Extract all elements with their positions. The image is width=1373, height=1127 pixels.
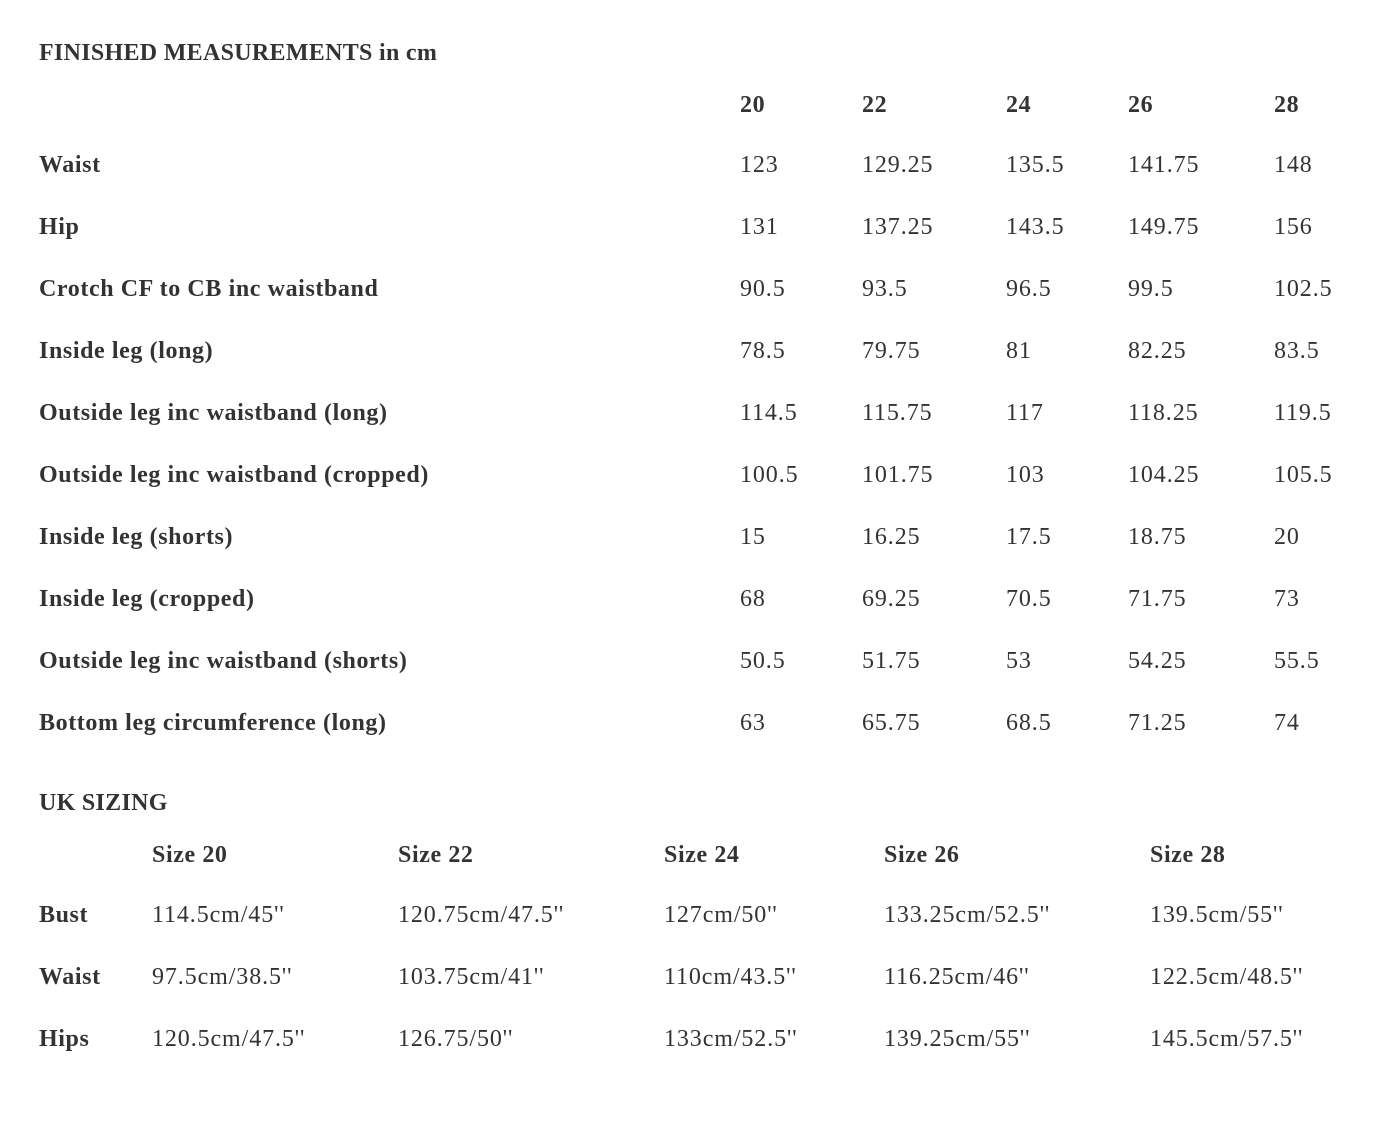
measurement-value: 50.5	[740, 648, 786, 674]
uk-size-header: Size 28	[1150, 842, 1226, 868]
measurement-value: 71.25	[1128, 710, 1187, 736]
measurement-value: 79.75	[862, 338, 921, 364]
measurement-value: 53	[1006, 648, 1032, 674]
row-label: Waist	[39, 964, 101, 990]
measurement-value: 118.25	[1128, 400, 1199, 426]
measurement-value: 120.5cm/47.5''	[152, 1026, 306, 1052]
measurement-value: 17.5	[1006, 524, 1052, 550]
measurement-value: 114.5cm/45''	[152, 902, 285, 928]
finished-size-header: 20	[740, 92, 766, 118]
measurement-value: 120.75cm/47.5''	[398, 902, 565, 928]
measurement-value: 18.75	[1128, 524, 1187, 550]
measurement-value: 71.75	[1128, 586, 1187, 612]
row-label: Hips	[39, 1026, 90, 1052]
row-label: Hip	[39, 214, 80, 240]
uk-size-header: Size 24	[664, 842, 740, 868]
measurement-value: 73	[1274, 586, 1300, 612]
measurement-value: 90.5	[740, 276, 786, 302]
measurement-value: 51.75	[862, 648, 921, 674]
measurement-value: 99.5	[1128, 276, 1174, 302]
measurement-value: 148	[1274, 152, 1313, 178]
measurement-value: 135.5	[1006, 152, 1065, 178]
measurement-value: 54.25	[1128, 648, 1187, 674]
measurement-value: 139.25cm/55''	[884, 1026, 1031, 1052]
measurement-value: 143.5	[1006, 214, 1065, 240]
measurement-value: 83.5	[1274, 338, 1320, 364]
measurement-value: 16.25	[862, 524, 921, 550]
measurement-value: 156	[1274, 214, 1313, 240]
measurement-value: 63	[740, 710, 766, 736]
row-label: Bust	[39, 902, 89, 928]
row-label: Inside leg (shorts)	[39, 524, 234, 550]
uk-size-header: Size 20	[152, 842, 228, 868]
measurement-value: 105.5	[1274, 462, 1333, 488]
uk-sizing-title: UK SIZING	[39, 790, 168, 816]
measurement-value: 115.75	[862, 400, 933, 426]
measurement-value: 68.5	[1006, 710, 1052, 736]
finished-size-header: 26	[1128, 92, 1154, 118]
measurement-value: 133.25cm/52.5''	[884, 902, 1051, 928]
row-label: Inside leg (cropped)	[39, 586, 255, 612]
row-label: Outside leg inc waistband (cropped)	[39, 462, 429, 488]
row-label: Outside leg inc waistband (shorts)	[39, 648, 408, 674]
measurement-value: 93.5	[862, 276, 908, 302]
measurement-value: 149.75	[1128, 214, 1200, 240]
measurement-value: 74	[1274, 710, 1300, 736]
measurement-value: 129.25	[862, 152, 934, 178]
measurement-value: 78.5	[740, 338, 786, 364]
row-label: Bottom leg circumference (long)	[39, 710, 387, 736]
measurement-value: 81	[1006, 338, 1032, 364]
measurement-value: 69.25	[862, 586, 921, 612]
row-label: Waist	[39, 152, 101, 178]
measurement-value: 127cm/50''	[664, 902, 778, 928]
measurement-value: 122.5cm/48.5''	[1150, 964, 1304, 990]
measurement-value: 20	[1274, 524, 1300, 550]
measurement-value: 15	[740, 524, 766, 550]
measurement-value: 101.75	[862, 462, 934, 488]
measurement-value: 119.5	[1274, 400, 1332, 426]
measurement-value: 103.75cm/41''	[398, 964, 545, 990]
finished-size-header: 24	[1006, 92, 1032, 118]
measurement-value: 55.5	[1274, 648, 1320, 674]
measurement-value: 117	[1006, 400, 1044, 426]
row-label: Inside leg (long)	[39, 338, 214, 364]
measurement-value: 68	[740, 586, 766, 612]
measurement-value: 126.75/50''	[398, 1026, 514, 1052]
measurement-value: 114.5	[740, 400, 798, 426]
measurement-value: 70.5	[1006, 586, 1052, 612]
uk-size-header: Size 22	[398, 842, 474, 868]
measurement-value: 133cm/52.5''	[664, 1026, 798, 1052]
finished-size-header: 22	[862, 92, 888, 118]
finished-size-header: 28	[1274, 92, 1300, 118]
measurement-value: 131	[740, 214, 779, 240]
uk-size-header: Size 26	[884, 842, 960, 868]
measurement-value: 137.25	[862, 214, 934, 240]
measurement-value: 97.5cm/38.5''	[152, 964, 293, 990]
measurement-value: 141.75	[1128, 152, 1200, 178]
measurement-value: 82.25	[1128, 338, 1187, 364]
measurement-value: 139.5cm/55''	[1150, 902, 1284, 928]
measurement-value: 123	[740, 152, 779, 178]
measurement-value: 65.75	[862, 710, 921, 736]
measurement-value: 100.5	[740, 462, 799, 488]
measurement-value: 102.5	[1274, 276, 1333, 302]
row-label: Crotch CF to CB inc waistband	[39, 276, 379, 302]
row-label: Outside leg inc waistband (long)	[39, 400, 388, 426]
measurement-value: 145.5cm/57.5''	[1150, 1026, 1304, 1052]
finished-measurements-title: FINISHED MEASUREMENTS in cm	[39, 40, 438, 66]
measurement-value: 96.5	[1006, 276, 1052, 302]
measurement-value: 116.25cm/46''	[884, 964, 1030, 990]
measurement-value: 103	[1006, 462, 1045, 488]
measurement-value: 104.25	[1128, 462, 1200, 488]
measurement-value: 110cm/43.5''	[664, 964, 797, 990]
